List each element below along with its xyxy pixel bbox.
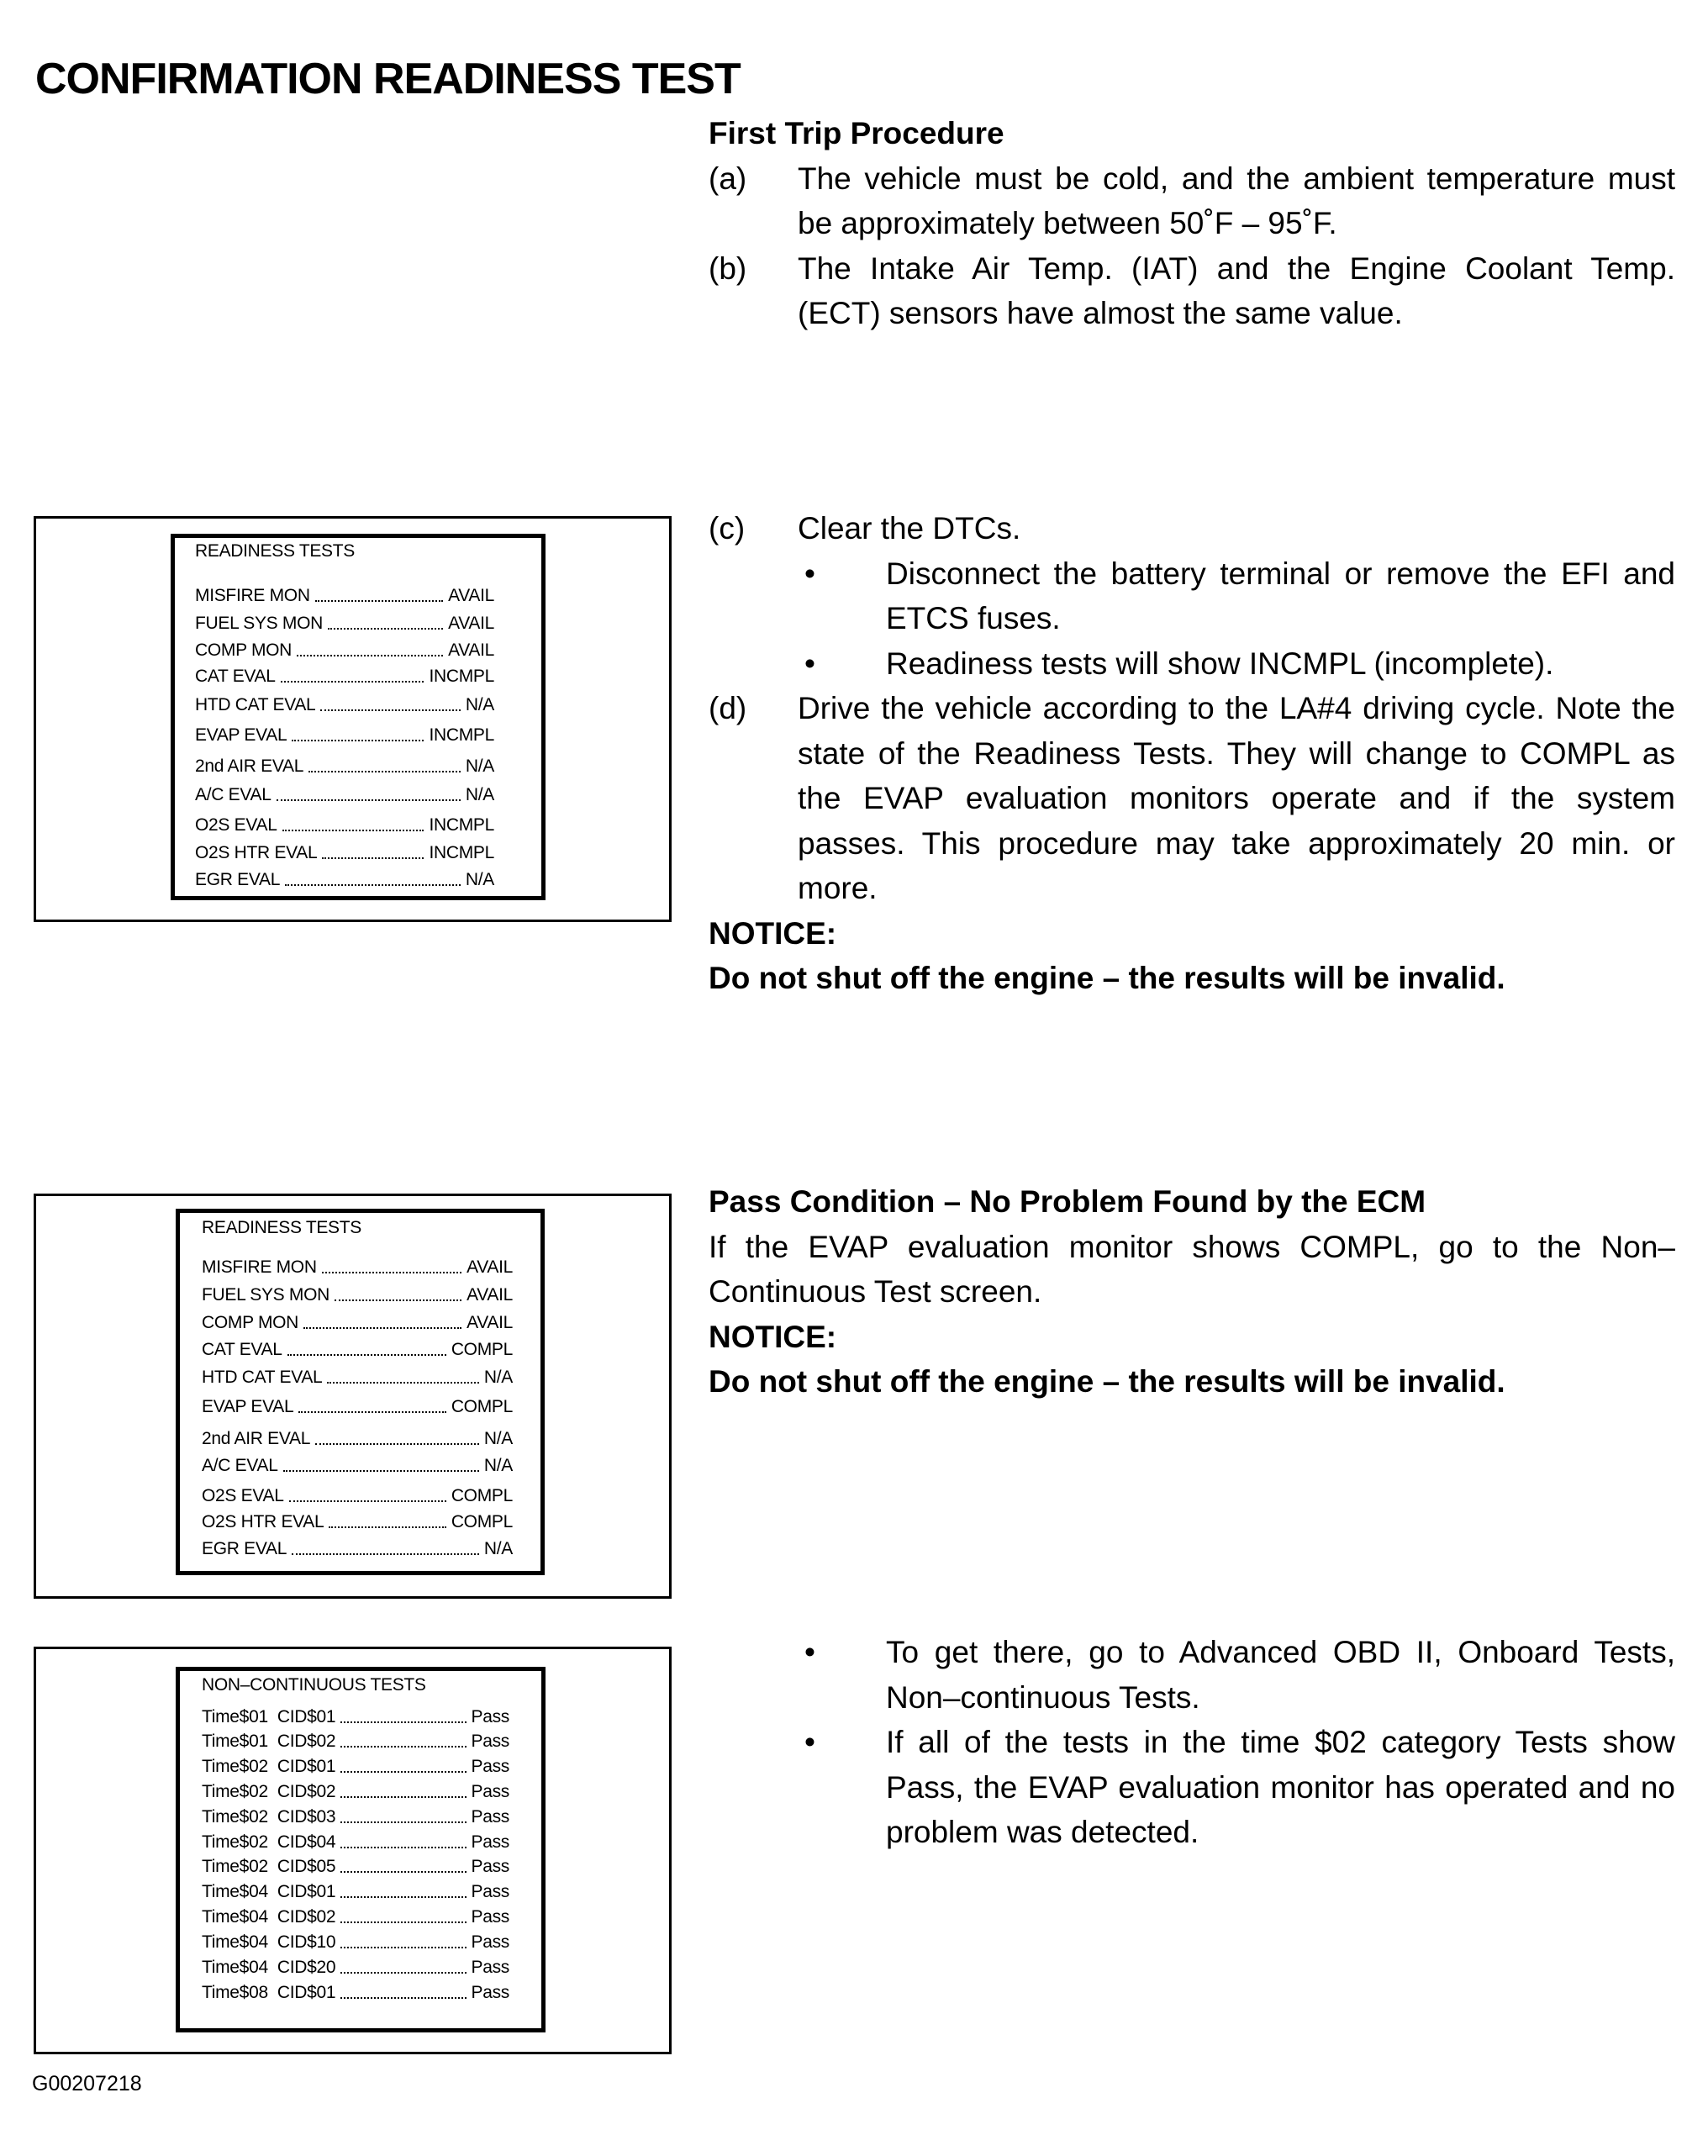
test-status: INCMPL xyxy=(429,815,494,835)
step-text: The vehicle must be cold, and the ambient temperature must be approximately between 50˚F – 95˚F. xyxy=(798,161,1675,240)
test-row xyxy=(195,667,494,687)
dot-leader xyxy=(327,1382,478,1384)
test-status: N/A xyxy=(465,756,494,776)
test-row xyxy=(202,1782,509,1802)
test-name: COMP MON xyxy=(195,640,293,660)
first-trip-heading: First Trip Procedure xyxy=(709,116,1004,150)
dot-leader xyxy=(322,857,424,859)
bullet-icon: • xyxy=(804,556,815,591)
step-label: (b) xyxy=(709,250,747,286)
test-name: Time$01 CID$01 xyxy=(202,1707,336,1726)
page-title: CONFIRMATION READINESS TEST xyxy=(35,55,741,103)
test-name: EVAP EVAL xyxy=(195,725,287,745)
test-row xyxy=(202,1368,513,1388)
test-row xyxy=(202,1832,509,1853)
step-label: (a) xyxy=(709,161,747,196)
note-bullet xyxy=(709,1720,1675,1855)
test-status: N/A xyxy=(483,1368,513,1387)
bullet-icon: • xyxy=(804,1635,815,1669)
dot-leader xyxy=(340,1721,466,1723)
test-status: N/A xyxy=(483,1539,513,1558)
test-row xyxy=(195,695,494,715)
step-text: Clear the DTCs. xyxy=(798,511,1021,546)
test-row xyxy=(202,1907,509,1927)
dot-leader xyxy=(340,1871,466,1873)
test-name: EGR EVAL xyxy=(195,870,281,889)
test-status: Pass xyxy=(471,1732,509,1751)
dot-leader xyxy=(340,1947,466,1948)
test-name: FUEL SYS MON xyxy=(202,1285,329,1305)
test-status: Pass xyxy=(471,1958,509,1977)
dot-leader xyxy=(340,1921,466,1923)
test-status: AVAIL xyxy=(467,1313,513,1332)
test-row xyxy=(202,1983,509,2003)
test-row xyxy=(202,1456,513,1476)
test-status: Pass xyxy=(471,1857,509,1876)
test-name: 2nd AIR EVAL xyxy=(195,756,304,776)
dot-leader xyxy=(329,1526,445,1528)
step-a xyxy=(709,156,1675,246)
test-name: CAT EVAL xyxy=(195,667,276,686)
non-continuous-notes xyxy=(709,1630,1675,1855)
test-row xyxy=(202,1732,509,1752)
test-status: AVAIL xyxy=(448,640,494,660)
dot-leader xyxy=(340,1796,466,1798)
step-text: The Intake Air Temp. (IAT) and the Engine Coolant Temp. (ECT) sensors have almost the same value. xyxy=(798,250,1675,330)
notice-label: NOTICE: xyxy=(709,915,837,951)
test-status: INCMPL xyxy=(429,843,494,862)
test-row xyxy=(202,1512,513,1532)
test-row xyxy=(202,1807,509,1827)
dot-leader xyxy=(340,1821,466,1823)
test-row xyxy=(202,1958,509,1978)
test-status: COMPL xyxy=(451,1397,513,1416)
step-d xyxy=(709,686,1675,911)
dot-leader xyxy=(282,830,424,831)
dot-leader xyxy=(340,1847,466,1848)
test-name: HTD CAT EVAL xyxy=(195,695,316,714)
test-name: Time$02 CID$02 xyxy=(202,1782,336,1801)
test-status: N/A xyxy=(483,1456,513,1475)
test-status: COMPL xyxy=(451,1486,513,1505)
test-row xyxy=(202,1882,509,1902)
test-status: Pass xyxy=(471,1907,509,1927)
test-status: Pass xyxy=(471,1707,509,1726)
dot-leader xyxy=(340,1771,466,1773)
test-name: FUEL SYS MON xyxy=(195,614,323,633)
test-name: O2S EVAL xyxy=(202,1486,284,1505)
test-row xyxy=(202,1707,509,1727)
dot-leader xyxy=(315,1443,479,1445)
test-status: Pass xyxy=(471,1782,509,1801)
test-row xyxy=(202,1257,513,1278)
screen-title: READINESS TESTS xyxy=(202,1218,361,1237)
test-row xyxy=(195,870,494,890)
test-status: AVAIL xyxy=(467,1285,513,1305)
test-name: Time$04 CID$01 xyxy=(202,1882,336,1901)
test-row xyxy=(195,785,494,805)
bullet-text: To get there, go to Advanced OBD II, Onboard Tests, Non–continuous Tests. xyxy=(886,1635,1675,1715)
test-row xyxy=(202,1397,513,1417)
screen-title: READINESS TESTS xyxy=(195,541,355,561)
dot-leader xyxy=(320,709,460,711)
test-status: COMPL xyxy=(451,1340,513,1359)
bullet-icon: • xyxy=(804,646,815,681)
test-status: N/A xyxy=(465,695,494,714)
test-row xyxy=(202,1429,513,1449)
test-status: AVAIL xyxy=(448,586,494,605)
test-status: AVAIL xyxy=(448,614,494,633)
dot-leader xyxy=(298,1411,445,1413)
notice-text: Do not shut off the engine – the results will be invalid. xyxy=(709,961,1505,995)
dot-leader xyxy=(315,600,443,602)
test-row xyxy=(202,1757,509,1777)
test-name: Time$02 CID$04 xyxy=(202,1832,336,1852)
test-status: Pass xyxy=(471,1757,509,1776)
dot-leader xyxy=(340,1997,466,1999)
step-b xyxy=(709,246,1675,336)
test-name: Time$04 CID$02 xyxy=(202,1907,336,1927)
dot-leader xyxy=(328,628,443,630)
dot-leader xyxy=(303,1327,461,1329)
note-bullet xyxy=(709,1630,1675,1720)
step-c-bullet xyxy=(709,641,1675,687)
test-status: INCMPL xyxy=(429,667,494,686)
step-c-bullet xyxy=(709,551,1675,641)
test-row xyxy=(202,1539,513,1559)
figure-id: G00207218 xyxy=(32,2072,142,2095)
first-trip-section xyxy=(709,111,1675,336)
test-name: O2S EVAL xyxy=(195,815,277,835)
screen-title: NON–CONTINUOUS TESTS xyxy=(202,1675,426,1695)
test-row xyxy=(202,1285,513,1305)
dot-leader xyxy=(292,1553,479,1555)
pass-condition-section xyxy=(709,1179,1675,1405)
dot-leader xyxy=(277,799,461,801)
test-name: Time$02 CID$03 xyxy=(202,1807,336,1827)
pass-condition-heading: Pass Condition – No Problem Found by the ECM xyxy=(709,1184,1426,1219)
dot-leader xyxy=(340,1746,466,1747)
dot-leader xyxy=(340,1896,466,1898)
test-name: Time$01 CID$02 xyxy=(202,1732,336,1751)
test-name: O2S HTR EVAL xyxy=(202,1512,324,1531)
test-name: COMP MON xyxy=(202,1313,299,1332)
test-status: Pass xyxy=(471,1832,509,1852)
test-name: Time$04 CID$10 xyxy=(202,1932,336,1952)
clear-dtc-section xyxy=(709,506,1675,1001)
bullet-text: Readiness tests will show INCMPL (incomplete). xyxy=(886,646,1554,681)
dot-leader xyxy=(283,1470,479,1472)
dot-leader xyxy=(322,1272,461,1273)
test-row xyxy=(202,1857,509,1877)
test-row xyxy=(195,756,494,777)
dot-leader xyxy=(308,771,461,772)
test-name: Time$04 CID$20 xyxy=(202,1958,336,1977)
notice-text: Do not shut off the engine – the results will be invalid. xyxy=(709,1364,1505,1399)
test-status: N/A xyxy=(483,1429,513,1448)
test-row xyxy=(202,1340,513,1360)
dot-leader xyxy=(281,681,424,683)
test-name: HTD CAT EVAL xyxy=(202,1368,323,1387)
test-name: EGR EVAL xyxy=(202,1539,287,1558)
test-name: EVAP EVAL xyxy=(202,1397,294,1416)
test-row xyxy=(195,586,494,606)
test-status: AVAIL xyxy=(467,1257,513,1277)
test-row xyxy=(202,1486,513,1506)
dot-leader xyxy=(285,884,461,886)
test-row xyxy=(195,640,494,661)
dot-leader xyxy=(297,655,443,656)
step-label: (c) xyxy=(709,511,746,546)
dot-leader xyxy=(335,1299,461,1301)
dot-leader xyxy=(292,740,424,741)
test-status: N/A xyxy=(465,870,494,889)
test-row xyxy=(195,815,494,836)
dot-leader xyxy=(340,1972,466,1974)
test-name: MISFIRE MON xyxy=(202,1257,317,1277)
test-name: A/C EVAL xyxy=(195,785,271,804)
test-name: O2S HTR EVAL xyxy=(195,843,318,862)
test-status: INCMPL xyxy=(429,725,494,745)
test-status: N/A xyxy=(465,785,494,804)
bullet-text: Disconnect the battery terminal or remove the EFI and ETCS fuses. xyxy=(886,556,1675,635)
test-row xyxy=(195,843,494,863)
test-name: CAT EVAL xyxy=(202,1340,282,1359)
test-status: Pass xyxy=(471,1932,509,1952)
test-name: A/C EVAL xyxy=(202,1456,278,1475)
test-status: Pass xyxy=(471,1882,509,1901)
test-name: Time$02 CID$01 xyxy=(202,1757,336,1776)
dot-leader xyxy=(287,1354,446,1356)
test-status: Pass xyxy=(471,1983,509,2002)
test-status: Pass xyxy=(471,1807,509,1827)
test-name: Time$02 CID$05 xyxy=(202,1857,336,1876)
step-label: (d) xyxy=(709,691,747,725)
test-row xyxy=(195,614,494,634)
test-name: Time$08 CID$01 xyxy=(202,1983,336,2002)
dot-leader xyxy=(289,1500,446,1502)
bullet-icon: • xyxy=(804,1725,815,1759)
notice-label: NOTICE: xyxy=(709,1319,837,1354)
test-row xyxy=(202,1932,509,1953)
test-name: 2nd AIR EVAL xyxy=(202,1429,311,1448)
step-c xyxy=(709,506,1675,551)
bullet-text: If all of the tests in the time $02 category Tests show Pass, the EVAP evaluation monitor has operated and no problem was detected. xyxy=(886,1725,1675,1849)
step-text: Drive the vehicle according to the LA#4 driving cycle. Note the state of the Readiness Tests. They will change to COMPL as the EVAP evaluation monitors operate and if the system passes. This procedure may take approximately 20 min. or more. xyxy=(798,691,1675,905)
pass-condition-text: If the EVAP evaluation monitor shows COMPL, go to the Non–Continuous Test screen. xyxy=(709,1229,1675,1309)
test-name: MISFIRE MON xyxy=(195,586,310,605)
test-status: COMPL xyxy=(451,1512,513,1531)
test-row xyxy=(202,1313,513,1333)
test-row xyxy=(195,725,494,746)
